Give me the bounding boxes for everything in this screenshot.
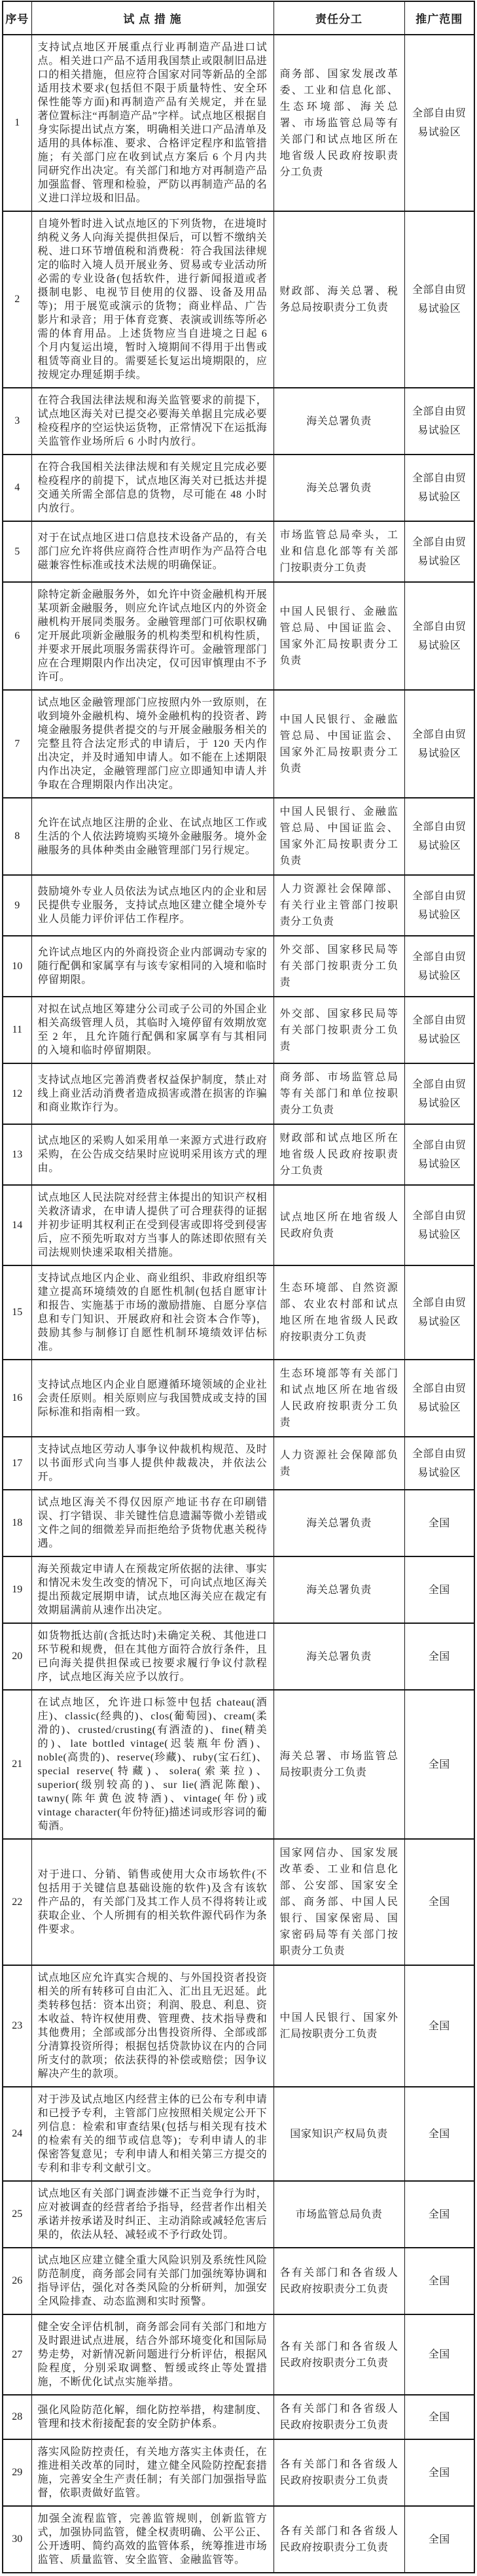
responsibility-text: 各有关部门和各省级人民政府按职责分工负责 [274, 2314, 404, 2395]
table-row [3, 1490, 474, 1556]
responsibility-text: 各有关部门和各省级人民政府按职责分工负责 [274, 2248, 404, 2314]
responsibility-text: 各有关部门和各省级人民政府按职责分工负责 [274, 2395, 404, 2439]
scope-text: 全部自由贸易试验区 [404, 211, 474, 388]
row-number: 13 [3, 1124, 31, 1185]
scope-text: 全部自由贸易试验区 [404, 1265, 474, 1360]
responsibility-text: 人力资源社会保障部、有关行业主管部门按职责分工负责 [274, 875, 404, 936]
measure-text: 落实风险防控责任，有关地方落实主体责任，在推进相关改革的同时，建立健全风险防控配套措施，完善安全生产责任制；有关部门加强指导监督，依职责做好监管。 [31, 2439, 274, 2506]
table-row [3, 1556, 474, 1623]
scope-text: 全部自由贸易试验区 [404, 1360, 474, 1437]
row-number: 23 [3, 1965, 31, 2087]
row-number: 16 [3, 1360, 31, 1437]
responsibility-text: 人力资源社会保障部负责 [274, 1437, 404, 1490]
header-responsibility: 责任分工 [274, 1, 404, 35]
responsibility-text: 中国人民银行、国家外汇局按职责分工负责 [274, 1965, 404, 2087]
measure-text: 支持试点地区劳动人事争议仲裁机构规范、及时以书面形式向当事人提供仲裁裁决，并依法公开。 [31, 1437, 274, 1490]
scope-text: 全部自由贸易试验区 [404, 388, 474, 455]
scope-text: 全部自由贸易试验区 [404, 455, 474, 521]
table-row [3, 211, 474, 388]
responsibility-text: 市场监管总局牵头，工业和信息化部等有关部门按职责分工负责 [274, 521, 404, 582]
measure-text: 对拟在试点地区筹建分公司或子公司的外国企业相关高级管理人员，其临时入境停留有效期放宽至 2 年，且允许随行配偶和家属享有与其相同的入境和临时停留期限。 [31, 997, 274, 1063]
table-row [3, 2087, 474, 2181]
responsibility-text: 海关总署负责 [274, 455, 404, 521]
measure-text: 试点地区应允许真实合规的、与外国投资者投资相关的所有转移可自由汇入、汇出且无迟延。此类转移包括：资本出资；利润、股息、利息、资本收益、特许权使用费、管理费、技术指导费和其他费用；全部或部分出售投资所得、全部或部分清算投资所得；根据包括贷款协议在内的合同所支付的款项；依法获得的补偿或赔偿；因争议解决产生的款项。 [31, 1965, 274, 2087]
scope-text: 全国 [404, 2087, 474, 2181]
row-number: 2 [3, 211, 31, 388]
table-row [3, 1437, 474, 1490]
row-number: 15 [3, 1265, 31, 1360]
header-measure: 试 点 措 施 [31, 1, 274, 35]
table-row [3, 997, 474, 1063]
responsibility-text: 海关总署负责 [274, 1490, 404, 1556]
table-row [3, 2248, 474, 2314]
measure-text: 对于进口、分销、销售或使用大众市场软件(不包括用于关键信息基础设施的软件)及含有该软件产品的，有关部门及其工作人员不得将转让或获取企业、个人所拥有的相关软件源代码作为条件要求。 [31, 1839, 274, 1965]
measure-text: 强化风险防范化解，细化防控举措，构建制度、管理和技术衔接配套的安全防护体系。 [31, 2395, 274, 2439]
scope-text: 全国 [404, 1839, 474, 1965]
header-row [3, 1, 474, 35]
measure-text: 允许试点地区内的外商投资企业内部调动专家的随行配偶和家属享有与该专家相同的入境和临时停留期限。 [31, 936, 274, 997]
measure-text: 在符合我国法律法规和海关监管要求的前提下，试点地区海关对已提交必要海关单据且完成必要检疫程序的空运快运货物，正常情况下在运抵海关监管作业场所后 6 小时内放行。 [31, 388, 274, 455]
table-row [3, 2314, 474, 2395]
table-row [3, 936, 474, 997]
scope-text: 全国 [404, 2181, 474, 2248]
responsibility-text: 外交部、国家移民局等有关部门按职责分工负责 [274, 997, 404, 1063]
measure-text: 支持试点地区完善消费者权益保护制度，禁止对线上商业活动消费者造成损害或潜在损害的诈骗和商业欺诈行为。 [31, 1063, 274, 1124]
row-number: 3 [3, 388, 31, 455]
scope-text: 全国 [404, 1690, 474, 1839]
measure-text: 试点地区的采购人如采用单一来源方式进行政府采购，在公告成交结果时应说明采用该方式的理由。 [31, 1124, 274, 1185]
responsibility-text: 国家知识产权局负责 [274, 2087, 404, 2181]
measure-text: 加强全流程监管，完善监管规则，创新监管方式，加强协同监管，健全权责明确、公平公正、公开透明、简约高效的监管体系，统筹推进市场监管、质量监管、安全监管、金融监管等。 [31, 2506, 274, 2573]
row-number: 17 [3, 1437, 31, 1490]
scope-text: 全部自由贸易试验区 [404, 875, 474, 936]
responsibility-text: 海关总署负责 [274, 1556, 404, 1623]
table-row [3, 1839, 474, 1965]
table-row [3, 690, 474, 798]
row-number: 22 [3, 1839, 31, 1965]
row-number: 4 [3, 455, 31, 521]
row-number: 21 [3, 1690, 31, 1839]
table-row [3, 2181, 474, 2248]
measure-text: 支持试点地区内企业、商业组织、非政府组织等建立提高环境绩效的自愿性机制(包括自愿审计和报告、实施基于市场的激励措施、自愿分享信息和专门知识、开展政府和社会资本合作等)，鼓励其参与制修订自愿性机制环境绩效评估标准。 [31, 1265, 274, 1360]
scope-text: 全国 [404, 2395, 474, 2439]
table-row [3, 1965, 474, 2087]
scope-text: 全部自由贸易试验区 [404, 582, 474, 690]
table-header [3, 1, 474, 35]
measure-text: 海关预裁定申请人在预裁定所依据的法律、事实和情况未发生改变的情况下，可向试点地区海关提出预裁定展期申请，试点地区海关应在裁定有效期届满前从速作出决定。 [31, 1556, 274, 1623]
row-number: 28 [3, 2395, 31, 2439]
row-number: 5 [3, 521, 31, 582]
responsibility-text: 各有关部门和各省级人民政府按职责分工负责 [274, 2506, 404, 2573]
responsibility-text: 外交部、国家移民局等有关部门按职责分工负责 [274, 936, 404, 997]
scope-text: 全部自由贸易试验区 [404, 1124, 474, 1185]
responsibility-text: 财政部和试点地区所在地省级人民政府按职责分工负责 [274, 1124, 404, 1185]
row-number: 29 [3, 2439, 31, 2506]
scope-text: 全部自由贸易试验区 [404, 1185, 474, 1265]
table-row [3, 798, 474, 875]
table-row [3, 2395, 474, 2439]
row-number: 6 [3, 582, 31, 690]
measure-text: 在符合我国相关法律法规和有关规定且完成必要检疫程序的前提下，试点地区海关对已抵达并提交通关所需全部信息的货物，尽可能在 48 小时内放行。 [31, 455, 274, 521]
scope-text: 全部自由贸易试验区 [404, 35, 474, 211]
scope-text: 全部自由贸易试验区 [404, 1063, 474, 1124]
responsibility-text: 国家网信办、国家发展改革委、工业和信息化部、公安部、国家安全部、商务部、中国人民银行、国家保密局、国家密码局等有关部门按职责分工负责 [274, 1839, 404, 1965]
header-scope: 推广范围 [404, 1, 474, 35]
scope-text: 全部自由贸易试验区 [404, 936, 474, 997]
measure-text: 试点地区金融管理部门应按照内外一致原则，在收到境外金融机构、境外金融机构的投资者、跨境金融服务提供者提交的与开展金融服务相关的完整且符合法定形式的申请后，于 120 天内作出决定，并及时通知申请人。如不能在上述期限内作出决定，金融管理部门应立即通知申请人并争取在合理期限内作出决定。 [31, 690, 274, 798]
table-row [3, 35, 474, 211]
table-row [3, 1185, 474, 1265]
responsibility-text: 市场监管总局负责 [274, 2181, 404, 2248]
row-number: 18 [3, 1490, 31, 1556]
scope-text: 全国 [404, 2506, 474, 2573]
scope-text: 全部自由贸易试验区 [404, 798, 474, 875]
scope-text: 全国 [404, 1556, 474, 1623]
row-number: 30 [3, 2506, 31, 2573]
table-body [3, 35, 474, 2573]
row-number: 12 [3, 1063, 31, 1124]
table-row [3, 1360, 474, 1437]
responsibility-text: 商务部、市场监管总局等有关部门和单位按职责分工负责 [274, 1063, 404, 1124]
scope-text: 全国 [404, 1965, 474, 2087]
row-number: 8 [3, 798, 31, 875]
responsibility-text: 试点地区所在地省级人民政府负责 [274, 1185, 404, 1265]
scope-text: 全国 [404, 2439, 474, 2506]
responsibility-text: 生态环境部等有关部门和试点地区所在地省级人民政府按职责分工负责 [274, 1360, 404, 1437]
row-number: 27 [3, 2314, 31, 2395]
row-number: 26 [3, 2248, 31, 2314]
responsibility-text: 各有关部门和各省级人民政府按职责分工负责 [274, 2439, 404, 2506]
measure-text: 自境外暂时进入试点地区的下列货物，在进境时纳税义务人向海关提供担保后，可以暂不缴纳关税、进口环节增值税和消费税：符合我国法律规定的临时入境人员开展业务、贸易或专业活动所必需的专业设备(包括软件，进行新闻报道或者摄制电影、电视节目使用的仪器、设备及用品等)；用于展览或演示的货物；商业样品、广告影片和录音；用于体育竞赛、表演或训练等所必需的体育用品。上述货物应当自进境之日起 6 个月内复运出境，暂时入境期间不得用于出售或租赁等商业目的。需要延长复运出境期限的，应按规定办理延期手续。 [31, 211, 274, 388]
row-number: 1 [3, 35, 31, 211]
responsibility-text: 海关总署、市场监管总局按职责分工负责 [274, 1690, 404, 1839]
scope-text: 全国 [404, 1623, 474, 1690]
measure-text: 对于在试点地区进口信息技术设备产品的，有关部门应允许将供应商符合性声明作为产品符合电磁兼容性标准或技术法规的明确保证。 [31, 521, 274, 582]
table-row [3, 1690, 474, 1839]
table-row [3, 1265, 474, 1360]
measure-text: 试点地区有关部门调查涉嫌不正当竞争行为时，应对被调查的经营者给予指导，经营者作出相关承诺并按承诺及时纠正、主动消除或减轻危害后果的，依法从轻、减轻或不予行政处罚。 [31, 2181, 274, 2248]
row-number: 10 [3, 936, 31, 997]
table-row [3, 582, 474, 690]
row-number: 7 [3, 690, 31, 798]
measures-table [2, 1, 475, 2573]
measure-text: 试点地区海关不得仅因原产地证书存在印刷错误、打字错误、非关键性信息遗漏等微小差错或文件之间的细微差异而拒绝给予货物优惠关税待遇。 [31, 1490, 274, 1556]
measure-text: 鼓励境外专业人员依法为试点地区内的企业和居民提供专业服务，支持试点地区建立健全境外专业人员能力评价评估工作程序。 [31, 875, 274, 936]
scope-text: 全部自由贸易试验区 [404, 997, 474, 1063]
table-row [3, 455, 474, 521]
responsibility-text: 海关总署负责 [274, 388, 404, 455]
row-number: 19 [3, 1556, 31, 1623]
table-row [3, 2439, 474, 2506]
table-row [3, 2506, 474, 2573]
measure-text: 对于涉及试点地区内经营主体的已公布专利申请和已授予专利，主管部门应按照相关规定公开下列信息：检索和审查结果(包括与相关现有技术的检索有关的细节或信息等)；专利申请人的非保密答复意见；专利申请人和相关第三方提交的专利和非专利文献引文。 [31, 2087, 274, 2181]
responsibility-text: 中国人民银行、金融监管总局、中国证监会、国家外汇局按职责分工负责 [274, 798, 404, 875]
row-number: 20 [3, 1623, 31, 1690]
row-number: 24 [3, 2087, 31, 2181]
measure-text: 在试点地区，允许进口标签中包括 chateau(酒庄)、classic(经典的)、clos(葡萄园)、cream(柔滑的)、crusted/crusting(有酒渣的)、fine(精美的)、late bottled vintage(迟装瓶年份酒)、noble(高贵的)、reserve(珍藏)、ruby(宝石红)、special reserve(特藏)、solera(索莱拉)、superior(级别较高的)、sur lie(酒泥陈酿)、tawny(陈年黄色波特酒)、vintage(年份)或 vintage character(年份特征)描述词或形容词的葡萄酒。 [31, 1690, 274, 1839]
responsibility-text: 中国人民银行、金融监管总局、中国证监会、国家外汇局按职责分工负责 [274, 690, 404, 798]
measure-text: 健全安全评估机制，商务部会同有关部门和地方及时跟进试点进展，结合外部环境变化和国际局势走势，对新情况新问题进行分析评估，根据风险程度，分别采取调整、暂缓或终止等处置措施，不断优化试点实施举措。 [31, 2314, 274, 2395]
measure-text: 支持试点地区开展重点行业再制造产品进口试点。相关进口产品不适用我国禁止或限制旧品进口的相关措施，但应符合国家对同等新品的全部适用技术要求(包括但不限于质量特性、安全环保性能等方面)和再制造产品有关规定，并在显著位置标注“再制造产品”字样。试点地区根据自身实际提出试点方案，明确相关进口产品清单及适用的具体标准、要求、合格评定程序和监管措施；有关部门应在收到试点方案后 6 个月内共同研究作出决定。有关部门和地方对再制造产品加强监督、管理和检验，严防以再制造产品的名义进口洋垃圾和旧品。 [31, 35, 274, 211]
responsibility-text: 生态环境部、自然资源部、农业农村部和试点地区所在地省级人民政府按职责分工负责 [274, 1265, 404, 1360]
measure-text: 试点地区应建立健全重大风险识别及系统性风险防范制度，商务部会同有关部门加强统筹协调和指导评估，强化对各类风险的分析研判，加强安全风险排查、动态监测和实时预警。 [31, 2248, 274, 2314]
measure-text: 如货物抵达前(含抵达时)未确定关税、其他进口环节税和规费，但在其他方面符合放行条件，且已向海关提供担保或已按要求履行争议付款程序，试点地区海关应予以放行。 [31, 1623, 274, 1690]
header-number: 序号 [3, 1, 31, 35]
row-number: 14 [3, 1185, 31, 1265]
row-number: 25 [3, 2181, 31, 2248]
measure-text: 支持试点地区内企业自愿遵循环境领域的企业社会责任原则。相关原则应与我国赞成或支持的国际标准和指南相一致。 [31, 1360, 274, 1437]
scope-text: 全部自由贸易试验区 [404, 1437, 474, 1490]
table-row [3, 875, 474, 936]
responsibility-text: 商务部、国家发展改革委、工业和信息化部、生态环境部、海关总署、市场监管总局等有关部门和试点地区所在地省级人民政府按职责分工负责 [274, 35, 404, 211]
scope-text: 全国 [404, 2314, 474, 2395]
scope-text: 全国 [404, 2248, 474, 2314]
measure-text: 允许在试点地区注册的企业、在试点地区工作或生活的个人依法跨境购买境外金融服务。境外金融服务的具体种类由金融管理部门另行规定。 [31, 798, 274, 875]
table-row [3, 388, 474, 455]
measure-text: 除特定新金融服务外，如允许中资金融机构开展某项新金融服务，则应允许试点地区内的外资金融机构开展同类服务。金融管理部门可依职权确定开展此项新金融服务的机构类型和机构性质，并要求开展此项服务需获得许可。金融管理部门应在合理期限内作出决定，仅可因审慎理由不予许可。 [31, 582, 274, 690]
scope-text: 全部自由贸易试验区 [404, 521, 474, 582]
row-number: 11 [3, 997, 31, 1063]
responsibility-text: 海关总署负责 [274, 1623, 404, 1690]
table-row [3, 1063, 474, 1124]
scope-text: 全部自由贸易试验区 [404, 690, 474, 798]
table-row [3, 1623, 474, 1690]
measure-text: 试点地区人民法院对经营主体提出的知识产权相关救济请求，在申请人提供了可合理获得的证据并初步证明其权利正在受到侵害或即将受到侵害后，应不预先听取对方当事人的陈述即依照有关司法规则快速采取相关措施。 [31, 1185, 274, 1265]
scope-text: 全国 [404, 1490, 474, 1556]
row-number: 9 [3, 875, 31, 936]
table-row [3, 1124, 474, 1185]
table-row [3, 521, 474, 582]
responsibility-text: 中国人民银行、金融监管总局、中国证监会、国家外汇局按职责分工负责 [274, 582, 404, 690]
responsibility-text: 财政部、海关总署、税务总局按职责分工负责 [274, 211, 404, 388]
